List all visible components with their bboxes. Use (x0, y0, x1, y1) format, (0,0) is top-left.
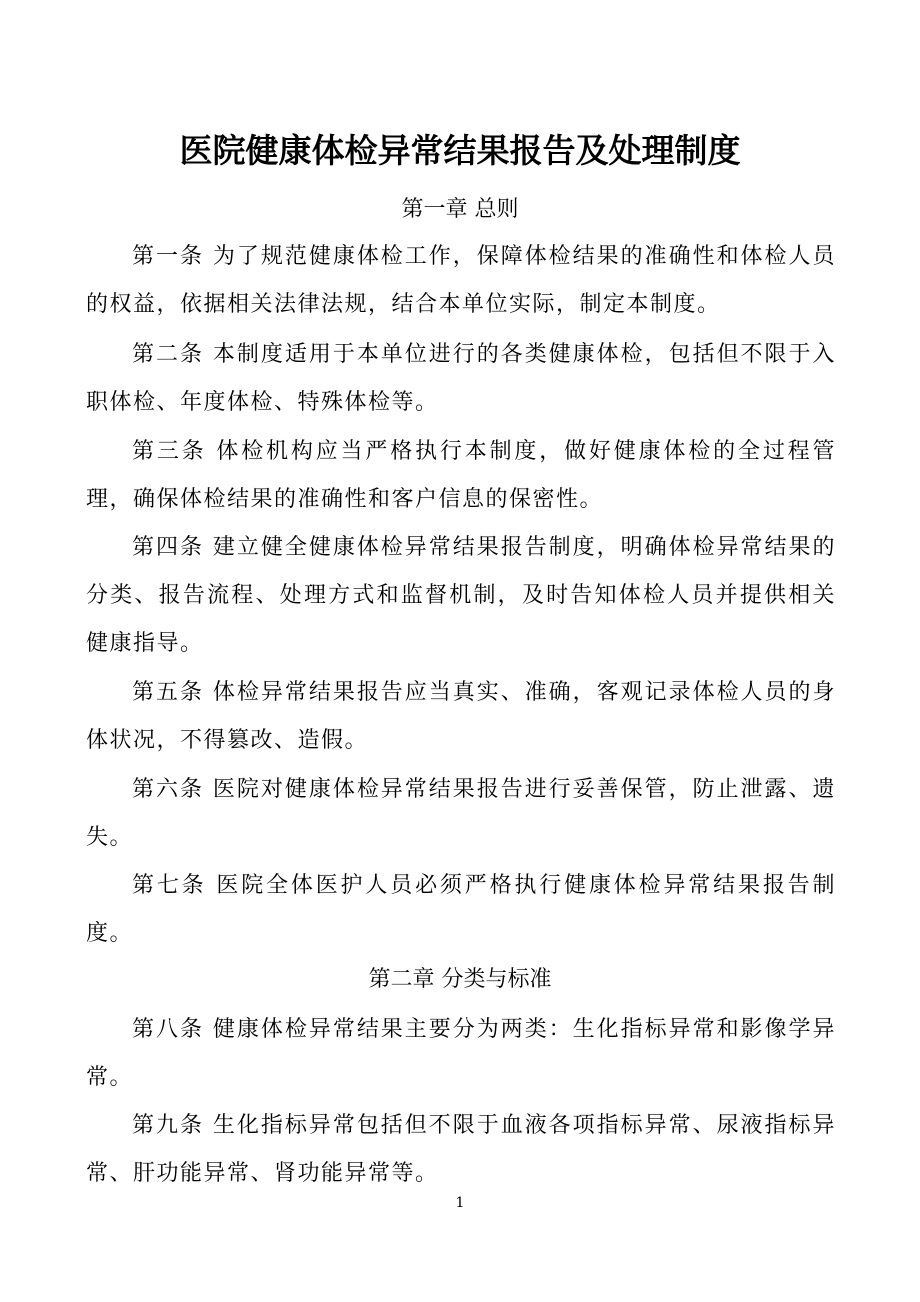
article-1: 第一条 为了规范健康体检工作，保障体检结果的准确性和体检人员的权益，依据相关法律法规，结合本单位实际，制定本制度。 (86, 244, 836, 317)
article-5: 第五条 体检异常结果报告应当真实、准确，客观记录体检人员的身体状况，不得篡改、造假。 (86, 680, 836, 753)
article-6: 第六条 医院对健康体检异常结果报告进行妥善保管，防止泄露、遗失。 (86, 777, 836, 850)
article-8: 第八条 健康体检异常结果主要分为两类：生化指标异常和影像学异常。 (86, 1017, 836, 1090)
article-9: 第九条 生化指标异常包括但不限于血液各项指标异常、尿液指标异常、肝功能异常、肾功能异常等。 (86, 1113, 836, 1186)
article-3: 第三条 体检机构应当严格执行本制度，做好健康体检的全过程管理，确保体检结果的准确性和客户信息的保密性。 (86, 439, 836, 512)
article-4: 第四条 建立健全健康体检异常结果报告制度，明确体检异常结果的分类、报告流程、处理方式和监督机制，及时告知体检人员并提供相关健康指导。 (86, 535, 836, 656)
document-title: 医院健康体检异常结果报告及处理制度 (179, 131, 741, 170)
article-2: 第二条 本制度适用于本单位进行的各类健康体检，包括但不限于入职体检、年度体检、特殊体检等。 (86, 342, 836, 415)
article-7: 第七条 医院全体医护人员必须严格执行健康体检异常结果报告制度。 (86, 873, 836, 946)
chapter-heading-2: 第二章 分类与标准 (368, 967, 552, 992)
chapter-heading-1: 第一章 总则 (401, 197, 519, 222)
page-number: 1 (455, 1195, 465, 1211)
